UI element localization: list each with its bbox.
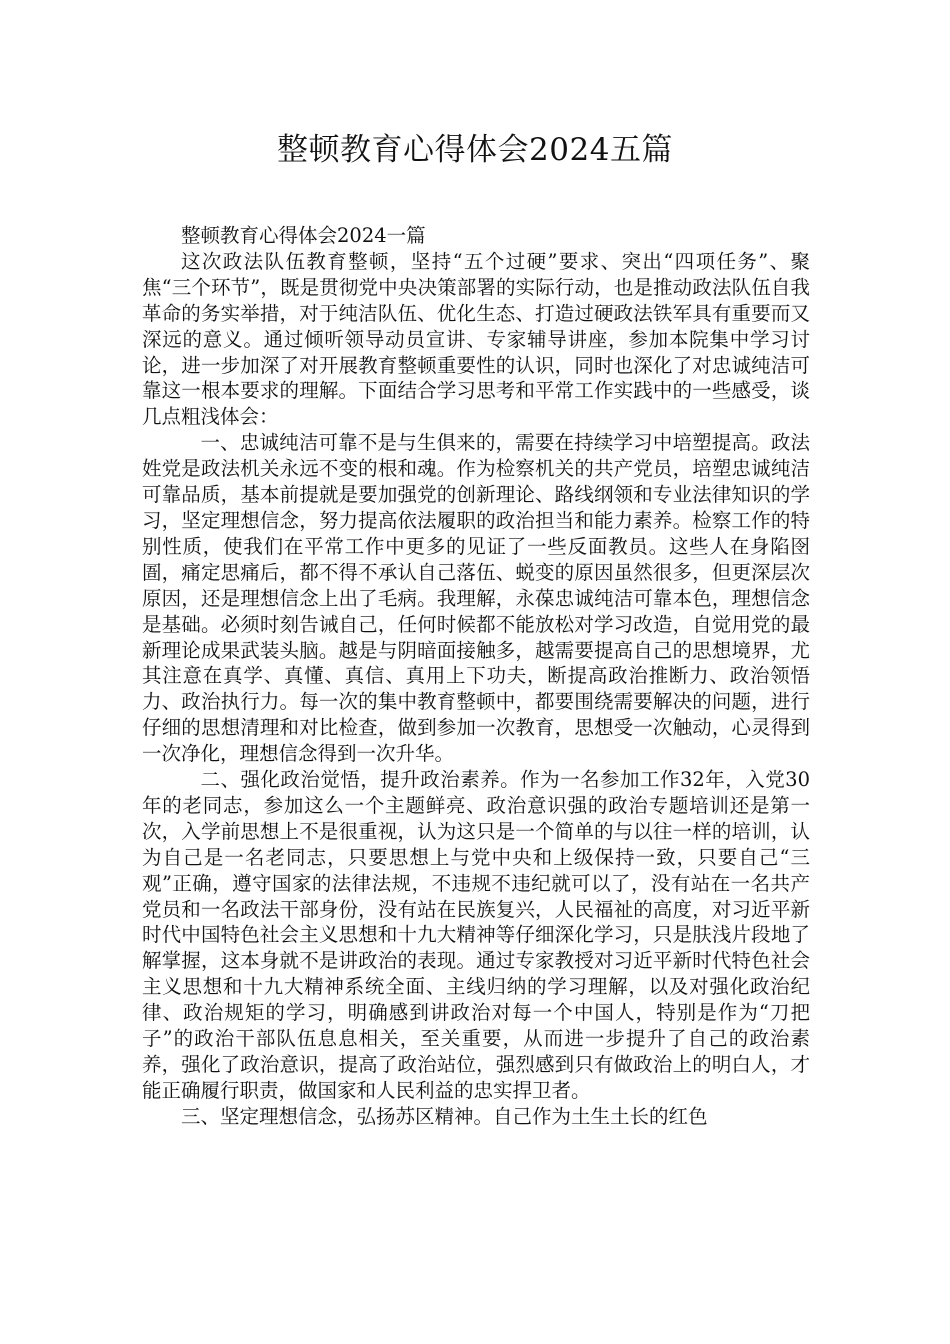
document-title: 整顿教育心得体会2024五篇 — [277, 132, 673, 168]
section-three-paragraph: 三、坚定理想信念，弘扬苏区精神。自己作为土生土长的红色 — [181, 1104, 708, 1128]
document-body — [142, 223, 810, 1130]
intro-paragraph: 这次政法队伍教育整顿，坚持“五个过硬”要求、突出“四项任务”、聚焦“三个环节”，既是贯彻党中央决策部署的实际行动，也是推动政法队伍自我革命的务实举措，对于纯洁队伍、优化生态、打造过硬政法铁军具有重要而又深远的意义。通过倾听领导动员宣讲、专家辅导讲座，参加本院集中学习讨论，进一步加深了对开展教育整顿重要性的认识，同时也深化了对忠诚纯洁可靠这一根本要求的理解。下面结合学习思考和平常工作实践中的一些感受，谈几点粗浅体会： — [142, 249, 810, 429]
section-two-paragraph: 二、强化政治觉悟，提升政治素养。作为一名参加工作32年，入党30年的老同志，参加这么一个主题鲜亮、政治意识强的政治专题培训还是第一次，入学前思想上不是很重视，认为这只是一个简单的与以往一样的培训，认为自己是一名老同志，只要思想上与党中央和上级保持一致，只要自己“三观”正确，遵守国家的法律法规，不违规不违纪就可以了，没有站在一名共产党员和一名政法干部身份，没有站在民族复兴，人民福祉的高度，对习近平新时代中国特色社会主义思想和十九大精神等仔细深化学习，只是肤浅片段地了解掌握，这本身就不是讲政治的表现。通过专家教授对习近平新时代特色社会主义思想和十九大精神系统全面、主线归纳的学习理解，以及对强化政治纪律、政治规矩的学习，明确感到讲政治对每一个中国人，特别是作为“刀把子”的政治干部队伍息息相关，至关重要，从而进一步提升了自己的政治素养，强化了政治意识，提高了政治站位，强烈感到只有做政治上的明白人，才能正确履行职责，做国家和人民利益的忠实捍卫者。 — [142, 768, 810, 1102]
section-subtitle: 整顿教育心得体会2024一篇 — [181, 224, 426, 247]
section-one-paragraph: 一、忠诚纯洁可靠不是与生俱来的，需要在持续学习中培塑提高。政法姓党是政法机关永远不变的根和魂。作为检察机关的共产党员，培塑忠诚纯洁可靠品质，基本前提就是要加强党的创新理论、路线纲领和专业法律知识的学习，坚定理想信念，努力提高依法履职的政治担当和能力素养。检察工作的特别性质，使我们在平常工作中更多的见证了一些反面教员。这些人在身陷囹圄，痛定思痛后，都不得不承认自己落伍、蜕变的原因虽然很多，但更深层次原因，还是理想信念上出了毛病。我理解，永葆忠诚纯洁可靠本色，理想信念是基础。必须时刻告诫自己，任何时候都不能放松对学习改造，自觉用党的最新理论成果武装头脑。越是与阴暗面接触多，越需要提高自己的思想境界，尤其注意在真学、真懂、真信、真用上下功夫，断提高政治推断力、政治领悟力、政治执行力。每一次的集中教育整顿中，都要围绕需要解决的问题，进行仔细的思想清理和对比检查，做到参加一次教育，思想受一次触动，心灵得到一次净化，理想信念得到一次升华。 — [142, 431, 810, 766]
